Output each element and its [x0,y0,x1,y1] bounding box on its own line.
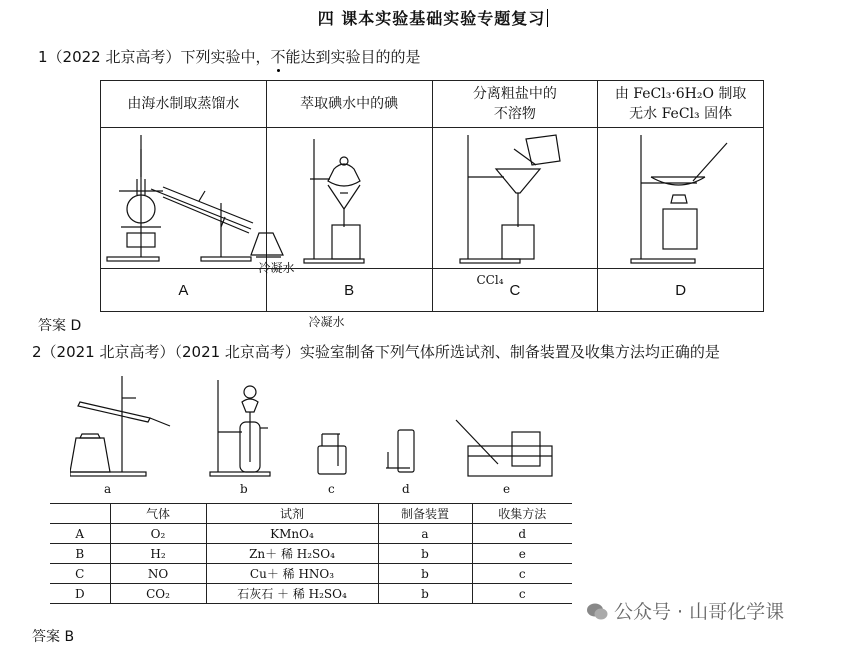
cooling-water-label-2: 冷凝水 [308,314,345,329]
option-a: A [101,269,267,312]
table-row [50,564,572,584]
evaporation-apparatus [598,128,764,269]
header-dehydrate: 由 FeCl₃·6H₂O 制取 无水 FeCl₃ 固体 [598,81,764,128]
question-1-text: 1（2022 北京高考）下列实验中，不能达到实验目的的是 [38,48,421,66]
experiment-table [100,80,764,329]
apparatus-label-b: b [240,482,248,496]
table-cell: b [378,584,472,604]
wechat-icon [586,602,608,627]
header-extract: 萃取碘水中的碘 [266,81,432,128]
table-row [50,524,572,544]
table-cell: B [50,544,110,564]
table-cell: H₂ [110,544,206,564]
table-cell: d [472,524,572,544]
table-cell: O₂ [110,524,206,544]
cooling-water-label-1: 冷凝水 [258,260,295,275]
watermark: 公众号 · 山哥化学课 [586,597,784,627]
table-cell: 石灰石 ＋ 稀 H₂SO₄ [206,584,378,604]
question-2-text: 2（2021 北京高考）（2021 北京高考）实验室制备下列气体所选试剂、制备装置及收集方法均正确的是 [32,343,720,361]
table-cell: c [472,584,572,604]
header-filter: 分离粗盐中的 不溶物 [432,81,598,128]
page-title: 四 课本实验基础实验专题复习 [0,6,866,29]
apparatus-label-c: c [328,482,335,496]
table-header: 制备装置 [378,504,472,524]
gas-preparation-table [50,503,572,604]
table-header-row [50,504,572,524]
table-cell: Zn＋ 稀 H₂SO₄ [206,544,378,564]
table-cell: e [472,544,572,564]
distillation-apparatus [101,128,345,329]
table-cell: D [50,584,110,604]
table-cell: KMnO₄ [206,524,378,544]
answer-1: 答案 D [38,318,82,334]
table-header [50,504,110,524]
table-cell: b [378,544,472,564]
table-header: 气体 [110,504,206,524]
apparatus-label-a: a [104,482,112,496]
table-cell: A [50,524,110,544]
answer-2: 答案 B [32,629,75,645]
table-cell: Cu＋ 稀 HNO₃ [206,564,378,584]
header-distill: 由海水制取蒸馏水 [101,81,267,128]
table-row [50,544,572,564]
table-cell: C [50,564,110,584]
table-cell: CO₂ [110,584,206,604]
table-cell: NO [110,564,206,584]
apparatus-label-e: e [503,482,511,496]
ccl4-label: CCl₄ [476,272,504,287]
apparatus-label-d: d [402,482,410,496]
option-b: B [266,269,432,312]
filtration-apparatus [432,128,598,269]
table-header: 试剂 [206,504,378,524]
gas-apparatus-figure [70,372,560,498]
option-d: D [598,269,764,312]
table-cell: b [378,564,472,584]
option-c: C [432,269,598,312]
emphasis-char: 不 [270,48,286,66]
table-header: 收集方法 [472,504,572,524]
table-cell: c [472,564,572,584]
table-row [50,584,572,604]
table-cell: a [378,524,472,544]
text-cursor [547,9,548,27]
